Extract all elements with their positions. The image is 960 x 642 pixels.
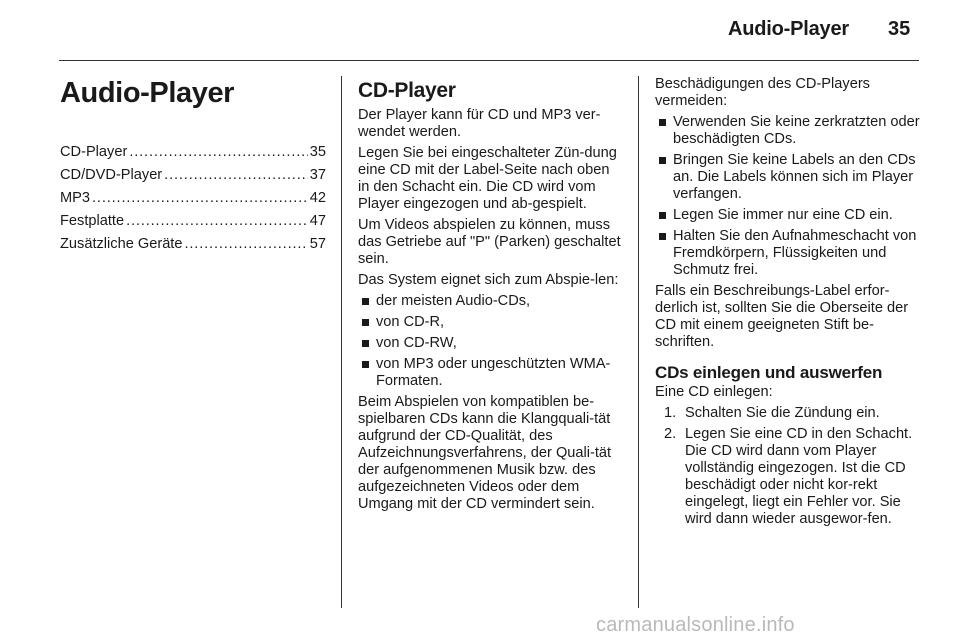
list-item: Bringen Sie keine Labels an den CDs an. Die Labels können sich im Player verfangen. xyxy=(655,152,921,203)
list-item: Verwenden Sie keine zerkratzten oder beschädigten CDs. xyxy=(655,114,921,148)
paragraph: Beschädigungen des CD-Players vermeiden: xyxy=(655,76,870,109)
list-item xyxy=(655,405,921,422)
chapter-title: Audio-Player xyxy=(60,77,235,109)
paragraph: Das System eignet sich zum Abspie-len: xyxy=(358,272,619,288)
paragraph: Eine CD einlegen: xyxy=(655,384,773,400)
toc-item-label: CD-Player xyxy=(60,144,128,160)
table-of-contents xyxy=(60,144,326,253)
toc-item-page: 42 xyxy=(309,190,326,206)
section-title-cd-player: CD-Player xyxy=(358,79,456,102)
toc-item-label: Festplatte xyxy=(60,213,125,229)
page-number: 35 xyxy=(888,18,911,40)
toc-item-page: 35 xyxy=(309,144,326,160)
cd-player-column xyxy=(358,76,622,517)
paragraph: Legen Sie bei eingeschalteter Zün-dung eine CD mit der Label-Seite nach oben in den Schacht ein. Die CD wird vom Player eingezogen und ab-gespielt. xyxy=(358,145,617,212)
insert-steps-list xyxy=(655,405,921,528)
subsection-title: CDs einlegen und auswerfen xyxy=(655,363,883,382)
list-item: von CD-RW, xyxy=(358,335,622,352)
toc-item-page: 37 xyxy=(309,167,326,183)
toc-item-label: MP3 xyxy=(60,190,91,206)
step-text: Schalten Sie die Zündung ein. xyxy=(685,405,880,421)
toc-item-page: 47 xyxy=(309,213,326,229)
paragraph: Der Player kann für CD und MP3 ver-wendet werden. xyxy=(358,107,601,140)
format-list xyxy=(358,293,622,390)
toc-item-label: Zusätzliche Geräte xyxy=(60,236,183,252)
page-header-title: Audio-Player xyxy=(728,18,849,40)
toc-item[interactable] xyxy=(60,144,326,161)
step-text: Legen Sie eine CD in den Schacht. Die CD wird dann vom Player vollständig eingezogen. Ist die CD beschädigt oder nicht kor-rekt eingelegt, liegt ein Fehler vor. Sie wird dann wieder ausgewor-fen. xyxy=(685,426,913,527)
list-item xyxy=(655,426,921,528)
watermark-text: carmanualsonline.info xyxy=(596,614,795,636)
cd-care-column xyxy=(655,76,921,532)
toc-item[interactable] xyxy=(60,167,326,184)
step-number: 2. xyxy=(664,426,677,442)
toc-item[interactable] xyxy=(60,213,326,230)
toc-item[interactable] xyxy=(60,190,326,207)
toc-item-page: 57 xyxy=(309,236,326,252)
care-tips-list xyxy=(655,114,921,279)
list-item: der meisten Audio-CDs, xyxy=(358,293,622,310)
toc-leader-dots xyxy=(126,213,308,230)
header-divider xyxy=(59,60,919,61)
toc-item[interactable] xyxy=(60,236,326,253)
toc-leader-dots xyxy=(164,167,308,184)
paragraph: Um Videos abspielen zu können, muss das Getriebe auf "P" (Parken) geschaltet sein. xyxy=(358,217,621,267)
chapter-column xyxy=(60,76,326,259)
toc-item-label: CD/DVD-Player xyxy=(60,167,163,183)
list-item: von CD-R, xyxy=(358,314,622,331)
toc-leader-dots xyxy=(184,236,307,253)
toc-leader-dots xyxy=(92,190,308,207)
column-divider-2 xyxy=(638,76,639,608)
paragraph: Beim Abspielen von kompatiblen be-spielbaren CDs kann die Klangquali-tät aufgrund der CD-Qualität, des Aufzeichnungsverfahrens, der Quali-tät der aufgenommenen Musik bzw. des aufgezeichneten Videos oder dem Umgang mit der CD vermindert sein. xyxy=(358,394,612,512)
step-number: 1. xyxy=(664,405,677,421)
list-item: Legen Sie immer nur eine CD ein. xyxy=(655,207,921,224)
column-divider-1 xyxy=(341,76,342,608)
toc-leader-dots xyxy=(129,144,307,161)
list-item: Halten Sie den Aufnahmeschacht von Fremdkörpern, Flüssigkeiten und Schmutz frei. xyxy=(655,228,921,279)
list-item: von MP3 oder ungeschützten WMA-Formaten. xyxy=(358,356,622,390)
paragraph: Falls ein Beschreibungs-Label erfor-derlich ist, sollten Sie die Oberseite der CD mit einem geeigneten Stift be-schriften. xyxy=(655,283,909,350)
